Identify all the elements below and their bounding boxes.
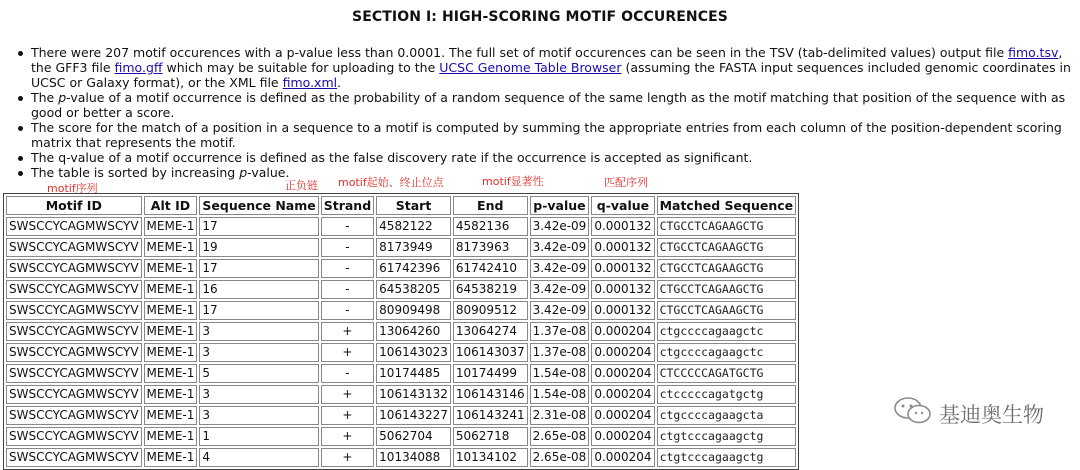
cell-motif-id: SWSCCYCAGMWSCYV: [6, 364, 142, 383]
cell-strand: -: [321, 238, 374, 257]
cell-start: 10174485: [376, 364, 451, 383]
cell-motif-id: SWSCCYCAGMWSCYV: [6, 343, 142, 362]
col-alt-id: Alt ID: [144, 196, 198, 215]
bullet-text: -value.: [247, 165, 290, 180]
table-row: [6, 364, 796, 383]
cell-q-value: 0.000204: [591, 427, 654, 446]
table-row: [6, 280, 796, 299]
cell-p-value: 1.54e-08: [530, 385, 590, 404]
link-fimo-gff[interactable]: fimo.gff: [114, 60, 163, 75]
cell-p-value: 3.42e-09: [530, 217, 590, 236]
cell-q-value: 0.000204: [591, 385, 654, 404]
bullet-text: .: [337, 75, 342, 90]
cell-matched-sequence: CTGCCTCAGAAGCTG: [657, 217, 797, 236]
cell-sequence-name: 17: [199, 217, 318, 236]
cell-sequence-name: 3: [199, 406, 318, 425]
cell-start: 106143132: [376, 385, 451, 404]
table-row: [6, 427, 796, 446]
cell-matched-sequence: ctgtcccagaagctg: [657, 448, 797, 467]
table-row: [6, 322, 796, 341]
cell-strand: +: [321, 322, 374, 341]
watermark-text: 基迪奥生物: [939, 402, 1044, 427]
table-row: [6, 238, 796, 257]
table-body: [6, 217, 796, 467]
wechat-icon: [893, 396, 933, 431]
cell-end: 5062718: [453, 427, 528, 446]
bullet-text: The q-value of a motif occurrence is defined as the false discovery rate if the occurrence is accepted as significant.: [31, 150, 753, 165]
cell-q-value: 0.000132: [591, 259, 654, 278]
cell-matched-sequence: CTCCCCCAGATGCTG: [657, 364, 797, 383]
col-q-value: q-value: [591, 196, 654, 215]
bullet-text: There were 207 motif occurences with a p-value less than 0.0001. The full set of motif occurences can be seen in the TSV (tab-delimited values) output file: [31, 45, 1009, 60]
cell-sequence-name: 3: [199, 385, 318, 404]
cell-matched-sequence: CTGCCTCAGAAGCTG: [657, 301, 797, 320]
cell-alt-id: MEME-1: [144, 301, 198, 320]
cell-start: 4582122: [376, 217, 451, 236]
cell-alt-id: MEME-1: [144, 406, 198, 425]
cell-start: 5062704: [376, 427, 451, 446]
cell-alt-id: MEME-1: [144, 238, 198, 257]
results-table-wrapper: [3, 193, 799, 470]
cell-p-value: 3.42e-09: [530, 259, 590, 278]
cell-q-value: 0.000204: [591, 343, 654, 362]
cell-strand: +: [321, 448, 374, 467]
info-list: [13, 45, 1078, 180]
results-table: [3, 193, 799, 470]
cell-q-value: 0.000204: [591, 406, 654, 425]
col-motif-id: Motif ID: [6, 196, 142, 215]
table-row: [6, 406, 796, 425]
bullet-text: The table is sorted by increasing: [31, 165, 240, 180]
annotation-strand: 正负链: [285, 179, 318, 192]
cell-end: 10174499: [453, 364, 528, 383]
cell-motif-id: SWSCCYCAGMWSCYV: [6, 259, 142, 278]
cell-start: 106143227: [376, 406, 451, 425]
cell-alt-id: MEME-1: [144, 343, 198, 362]
cell-q-value: 0.000132: [591, 280, 654, 299]
link-fimo-tsv[interactable]: fimo.tsv: [1008, 45, 1059, 60]
col-p-value: p-value: [530, 196, 590, 215]
col-end: End: [453, 196, 528, 215]
link-ucsc-browser[interactable]: UCSC Genome Table Browser: [439, 60, 622, 75]
cell-strand: +: [321, 427, 374, 446]
cell-motif-id: SWSCCYCAGMWSCYV: [6, 427, 142, 446]
list-item: [13, 120, 1078, 150]
cell-start: 106143023: [376, 343, 451, 362]
cell-motif-id: SWSCCYCAGMWSCYV: [6, 385, 142, 404]
cell-motif-id: SWSCCYCAGMWSCYV: [6, 217, 142, 236]
table-row: [6, 259, 796, 278]
cell-start: 10134088: [376, 448, 451, 467]
cell-p-value: 3.42e-09: [530, 238, 590, 257]
annotation-matched: 匹配序列: [604, 176, 648, 189]
cell-matched-sequence: ctgccccagaagcta: [657, 406, 797, 425]
cell-sequence-name: 4: [199, 448, 318, 467]
cell-matched-sequence: CTGCCTCAGAAGCTG: [657, 280, 797, 299]
cell-end: 61742410: [453, 259, 528, 278]
cell-matched-sequence: ctgccccagaagctc: [657, 343, 797, 362]
italic-p: p: [58, 90, 67, 105]
bullet-text: -value of a motif occurrence is defined as the probability of a random sequence of the same length as the motif matching that position of the sequence with as good or better a score.: [31, 90, 1066, 120]
cell-end: 4582136: [453, 217, 528, 236]
cell-matched-sequence: CTGCCTCAGAAGCTG: [657, 238, 797, 257]
cell-matched-sequence: ctgccccagaagctc: [657, 322, 797, 341]
cell-strand: -: [321, 301, 374, 320]
col-matched-sequence: Matched Sequence: [657, 196, 797, 215]
italic-p: p: [239, 165, 248, 180]
cell-end: 10134102: [453, 448, 528, 467]
cell-start: 80909498: [376, 301, 451, 320]
cell-start: 8173949: [376, 238, 451, 257]
table-row: [6, 385, 796, 404]
cell-motif-id: SWSCCYCAGMWSCYV: [6, 301, 142, 320]
cell-end: 8173963: [453, 238, 528, 257]
cell-sequence-name: 5: [199, 364, 318, 383]
bullet-text: (assuming the FASTA input sequences included genomic coordinates in UCSC or Galaxy format), or the XML file: [31, 60, 1071, 90]
cell-end: 106143241: [453, 406, 528, 425]
list-item: [13, 150, 1078, 165]
cell-motif-id: SWSCCYCAGMWSCYV: [6, 406, 142, 425]
cell-q-value: 0.000132: [591, 217, 654, 236]
cell-strand: +: [321, 343, 374, 362]
cell-sequence-name: 17: [199, 259, 318, 278]
page-title: SECTION I: HIGH-SCORING MOTIF OCCURENCES: [352, 9, 728, 25]
cell-q-value: 0.000204: [591, 448, 654, 467]
cell-strand: -: [321, 280, 374, 299]
cell-start: 13064260: [376, 322, 451, 341]
cell-sequence-name: 16: [199, 280, 318, 299]
cell-p-value: 3.42e-09: [530, 301, 590, 320]
cell-p-value: 3.42e-09: [530, 280, 590, 299]
cell-p-value: 1.37e-08: [530, 343, 590, 362]
cell-q-value: 0.000204: [591, 322, 654, 341]
cell-motif-id: SWSCCYCAGMWSCYV: [6, 280, 142, 299]
cell-p-value: 2.31e-08: [530, 406, 590, 425]
cell-sequence-name: 3: [199, 343, 318, 362]
cell-motif-id: SWSCCYCAGMWSCYV: [6, 448, 142, 467]
cell-alt-id: MEME-1: [144, 217, 198, 236]
cell-sequence-name: 3: [199, 322, 318, 341]
col-strand: Strand: [321, 196, 374, 215]
cell-alt-id: MEME-1: [144, 364, 198, 383]
cell-end: 13064274: [453, 322, 528, 341]
list-item: [13, 90, 1078, 120]
cell-strand: +: [321, 406, 374, 425]
cell-sequence-name: 19: [199, 238, 318, 257]
cell-sequence-name: 1: [199, 427, 318, 446]
cell-strand: -: [321, 217, 374, 236]
table-row: [6, 217, 796, 236]
cell-strand: +: [321, 385, 374, 404]
list-item: [13, 165, 1078, 180]
bullet-text: , the GFF3 file: [31, 45, 1063, 75]
cell-end: 64538219: [453, 280, 528, 299]
table-row: [6, 343, 796, 362]
cell-alt-id: MEME-1: [144, 259, 198, 278]
cell-strand: -: [321, 259, 374, 278]
cell-p-value: 2.65e-08: [530, 427, 590, 446]
cell-q-value: 0.000132: [591, 301, 654, 320]
cell-end: 80909512: [453, 301, 528, 320]
cell-p-value: 1.54e-08: [530, 364, 590, 383]
cell-p-value: 2.65e-08: [530, 448, 590, 467]
bullet-text: which may be suitable for uploading to the: [162, 60, 440, 75]
cell-strand: -: [321, 364, 374, 383]
cell-end: 106143037: [453, 343, 528, 362]
cell-matched-sequence: CTGCCTCAGAAGCTG: [657, 259, 797, 278]
watermark: [893, 396, 1044, 431]
bullet-text: The score for the match of a position in a sequence to a motif is computed by summing the appropriate entries from each column of the position-dependent scoring matrix that represents the motif.: [31, 120, 1062, 150]
list-item: [13, 45, 1078, 90]
cell-alt-id: MEME-1: [144, 385, 198, 404]
table-row: [6, 448, 796, 467]
cell-alt-id: MEME-1: [144, 322, 198, 341]
link-fimo-xml[interactable]: fimo.xml: [282, 75, 338, 90]
cell-p-value: 1.37e-08: [530, 322, 590, 341]
cell-motif-id: SWSCCYCAGMWSCYV: [6, 322, 142, 341]
cell-q-value: 0.000204: [591, 364, 654, 383]
bullet-text: The: [31, 90, 59, 105]
cell-matched-sequence: ctcccccagatgctg: [657, 385, 797, 404]
col-start: Start: [376, 196, 451, 215]
cell-matched-sequence: ctgtcccagaagctg: [657, 427, 797, 446]
annotation-motif-seq: motif序列: [47, 182, 98, 195]
cell-alt-id: MEME-1: [144, 280, 198, 299]
cell-alt-id: MEME-1: [144, 427, 198, 446]
cell-q-value: 0.000132: [591, 238, 654, 257]
table-row: [6, 301, 796, 320]
annotation-significance: motif显著性: [482, 175, 544, 188]
cell-start: 64538205: [376, 280, 451, 299]
cell-alt-id: MEME-1: [144, 448, 198, 467]
annotation-start-end: motif起始、终止位点: [338, 176, 444, 189]
table-header-row: [6, 196, 796, 215]
cell-end: 106143146: [453, 385, 528, 404]
cell-sequence-name: 17: [199, 301, 318, 320]
cell-start: 61742396: [376, 259, 451, 278]
col-sequence-name: Sequence Name: [199, 196, 318, 215]
cell-motif-id: SWSCCYCAGMWSCYV: [6, 238, 142, 257]
